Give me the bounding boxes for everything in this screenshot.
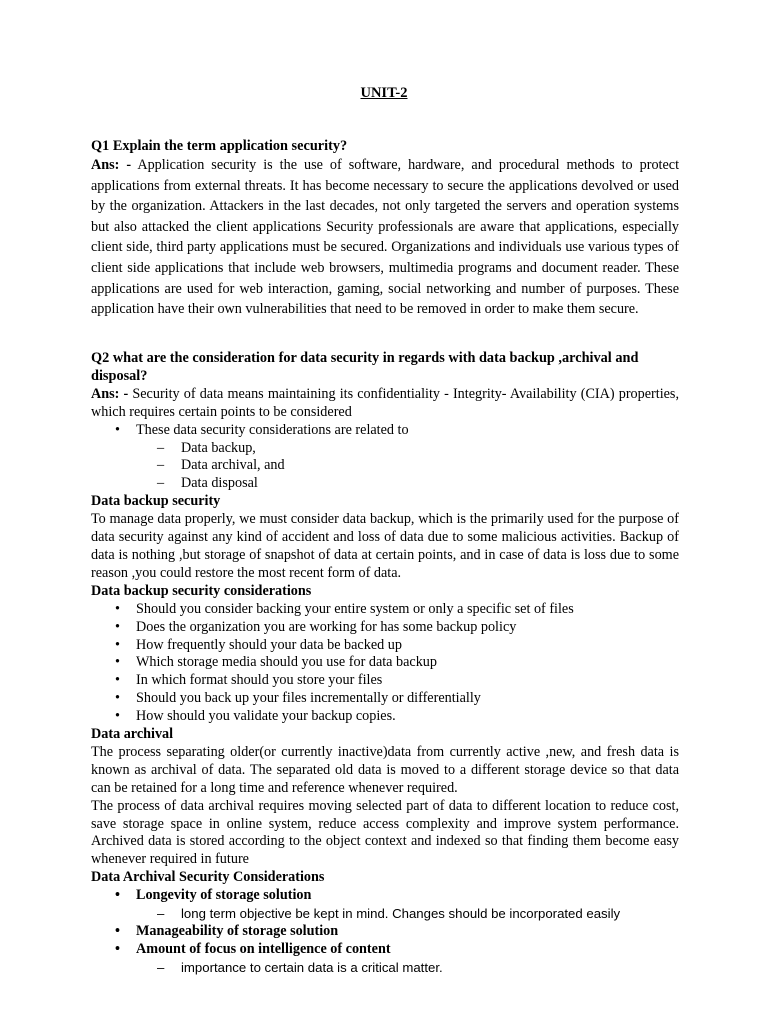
question-2-heading: Q2 what are the consideration for data security in regards with data backup ,archival and disposal? (91, 350, 639, 384)
list-item: • Should you back up your files incrementally or differentially (91, 690, 679, 708)
backup-considerations-heading: Data backup security considerations (91, 582, 312, 599)
list-item: • Longevity of storage solution (91, 887, 679, 905)
archival-considerations-list (91, 887, 679, 977)
question-1-heading: Q1 Explain the term application security? (91, 138, 348, 154)
question-1-answer (91, 155, 679, 320)
list-item: • Amount of focus on intelligence of content (91, 941, 679, 959)
question-2-section (91, 350, 679, 977)
list-item: • In which format should you store your files (91, 672, 679, 690)
backup-security-text: To manage data properly, we must consider data backup, which is the primarily used for the purpose of data security against any kind of accident and loss of data due to some malicious activities. Backup of data is nothing ,but storage of snapshot of data at certain points, and in case of data is loss due to some reason ,you could restore the most recent form of data. (91, 511, 679, 581)
sub-list-item: – Data archival, and (91, 457, 679, 475)
list-item: • Manageability of storage solution (91, 923, 679, 941)
archival-considerations-heading: Data Archival Security Considerations (91, 869, 325, 886)
sub-list-item: – Data disposal (91, 475, 679, 493)
answer-label: Ans: - (91, 157, 132, 173)
sub-list-item: – Data backup, (91, 440, 679, 458)
question-2-answer (91, 386, 679, 422)
backup-considerations-list (91, 601, 679, 726)
archival-heading: Data archival (91, 726, 174, 743)
list-item: • How frequently should your data be backed up (91, 637, 679, 655)
answer-text: Security of data means maintaining its confidentiality - Integrity- Availability (CIA) properties, which requires certain points to be considered (91, 385, 679, 420)
sub-list-item: – importance to certain data is a critical matter. (91, 959, 679, 977)
list-item: • How should you validate your backup copies. (91, 708, 679, 726)
archival-paragraph-1: The process separating older(or currently inactive)data from currently active ,new, and fresh data is known as archival of data. The separated old data is moved to a different storage device so that data can be retained for a long time and reference whenever required. (91, 743, 679, 796)
page-title: UNIT-2 (360, 85, 408, 101)
archival-paragraph-2: The process of data archival requires moving selected part of data to different location to reduce cost, save storage space in online system, reduce access complexity and improve system performance. Archived data is stored according to the object context and indexed so that finding them become easy whenever required in future (91, 797, 679, 868)
list-item: • Should you consider backing your entire system or only a specific set of files (91, 601, 679, 619)
sub-list-item: – long term objective be kept in mind. Changes should be incorporated easily (91, 905, 679, 923)
list-item: • Does the organization you are working for has some backup policy (91, 619, 679, 637)
list-item: • These data security considerations are related to (91, 422, 679, 440)
answer-text: Application security is the use of software, hardware, and procedural methods to protect applications from external threats. It has become necessary to secure the applications devolved or used by the organization. Attackers in the last decades, not only targeted the servers and operation systems but also attacked the client applications Security professionals are aware that applications, especially client side, third party applications must be secured. Organizations and individuals use various types of client side applications that include web browsers, multimedia programs and document reader. These applications are used for web interaction, gaming, social networking and number of purposes. These application have their own vulnerabilities that need to be removed in order to make them secure. (91, 157, 680, 318)
answer-label: Ans: - (91, 385, 129, 402)
list-item: • Which storage media should you use for data backup (91, 654, 679, 672)
consideration-list (91, 422, 679, 494)
backup-security-heading: Data backup security (91, 493, 221, 510)
question-1-section (91, 137, 679, 320)
